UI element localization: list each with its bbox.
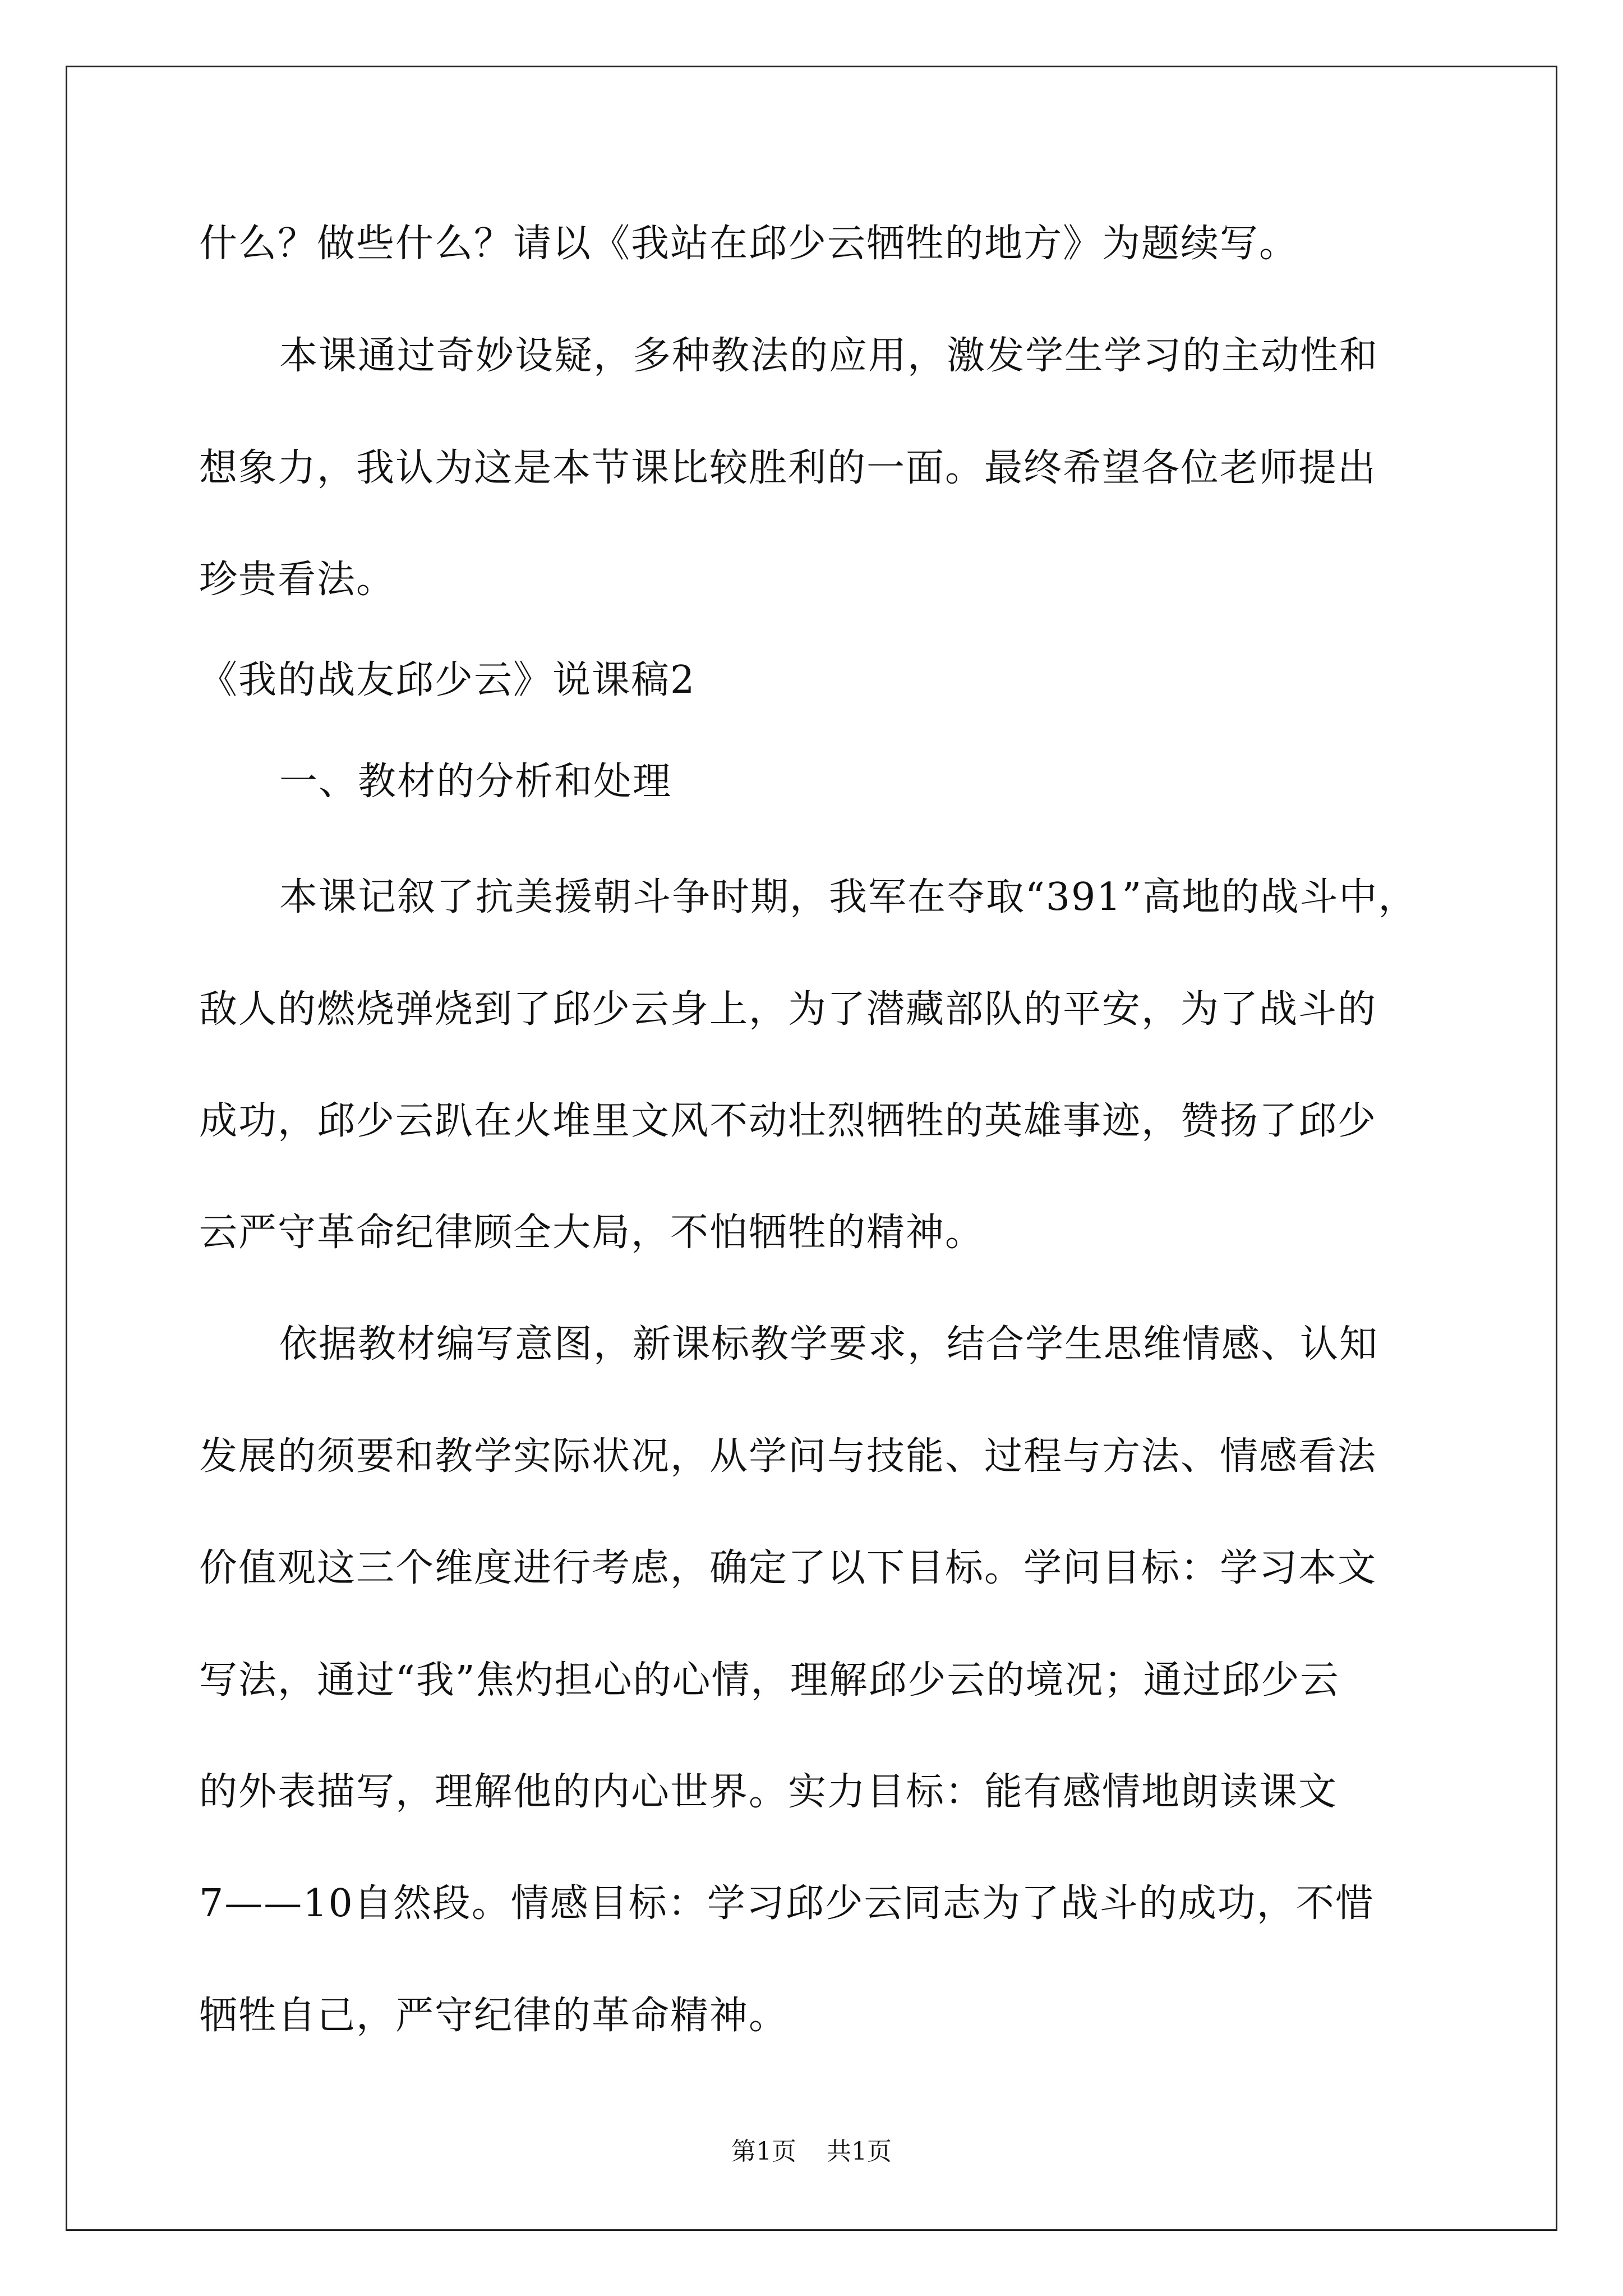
text-line: 发展的须要和教学实际状况，从学问与技能、过程与方法、情感看法 <box>199 1434 1377 1479</box>
text-line: 本课通过奇妙设疑，多种教法的应用，激发学生学习的主动性和 <box>279 334 1379 378</box>
text-line: 本课记叙了抗美援朝斗争时期，我军在夺取“391”高地的战斗中， <box>279 875 1418 919</box>
text-line: 什么？做些什么？请以《我站在邱少云牺牲的地方》为题续写。 <box>199 222 1299 266</box>
text-line: 珍贵看法。 <box>199 558 396 602</box>
text-line: 云严守革命纪律顾全大局，不怕牺牲的精神。 <box>199 1211 985 1255</box>
text-line: 的外表描写，理解他的内心世界。实力目标：能有感情地朗读课文 <box>199 1770 1338 1814</box>
text-line: 写法，通过“我”焦灼担心的心情，理解邱少云的境况；通过邱少云 <box>199 1658 1340 1703</box>
text-line: 想象力，我认为这是本节课比较胜利的一面。最终希望各位老师提出 <box>199 446 1377 490</box>
text-line: 7——10自然段。情感目标：学习邱少云同志为了战斗的成功，不惜 <box>199 1881 1375 1926</box>
text-line: 价值观这三个维度进行考虑，确定了以下目标。学问目标：学习本文 <box>199 1546 1377 1590</box>
page-footer <box>0 2136 1623 2168</box>
text-line: 敌人的燃烧弹烧到了邱少云身上，为了潜藏部队的平安，为了战斗的 <box>199 987 1377 1032</box>
text-line: 依据教材编写意图，新课标教学要求，结合学生思维情感、认知 <box>279 1322 1379 1366</box>
page-number: 第1页 <box>731 2137 796 2166</box>
subsection-heading: 一、教材的分析和处理 <box>279 760 672 804</box>
text-line: 牺牲自己，严守纪律的革命精神。 <box>199 1994 789 2038</box>
text-line: 成功，邱少云趴在火堆里文风不动壮烈牺牲的英雄事迹，赞扬了邱少 <box>199 1099 1377 1143</box>
page-total: 共1页 <box>827 2137 892 2166</box>
section-heading: 《我的战友邱少云》说课稿2 <box>199 658 696 702</box>
